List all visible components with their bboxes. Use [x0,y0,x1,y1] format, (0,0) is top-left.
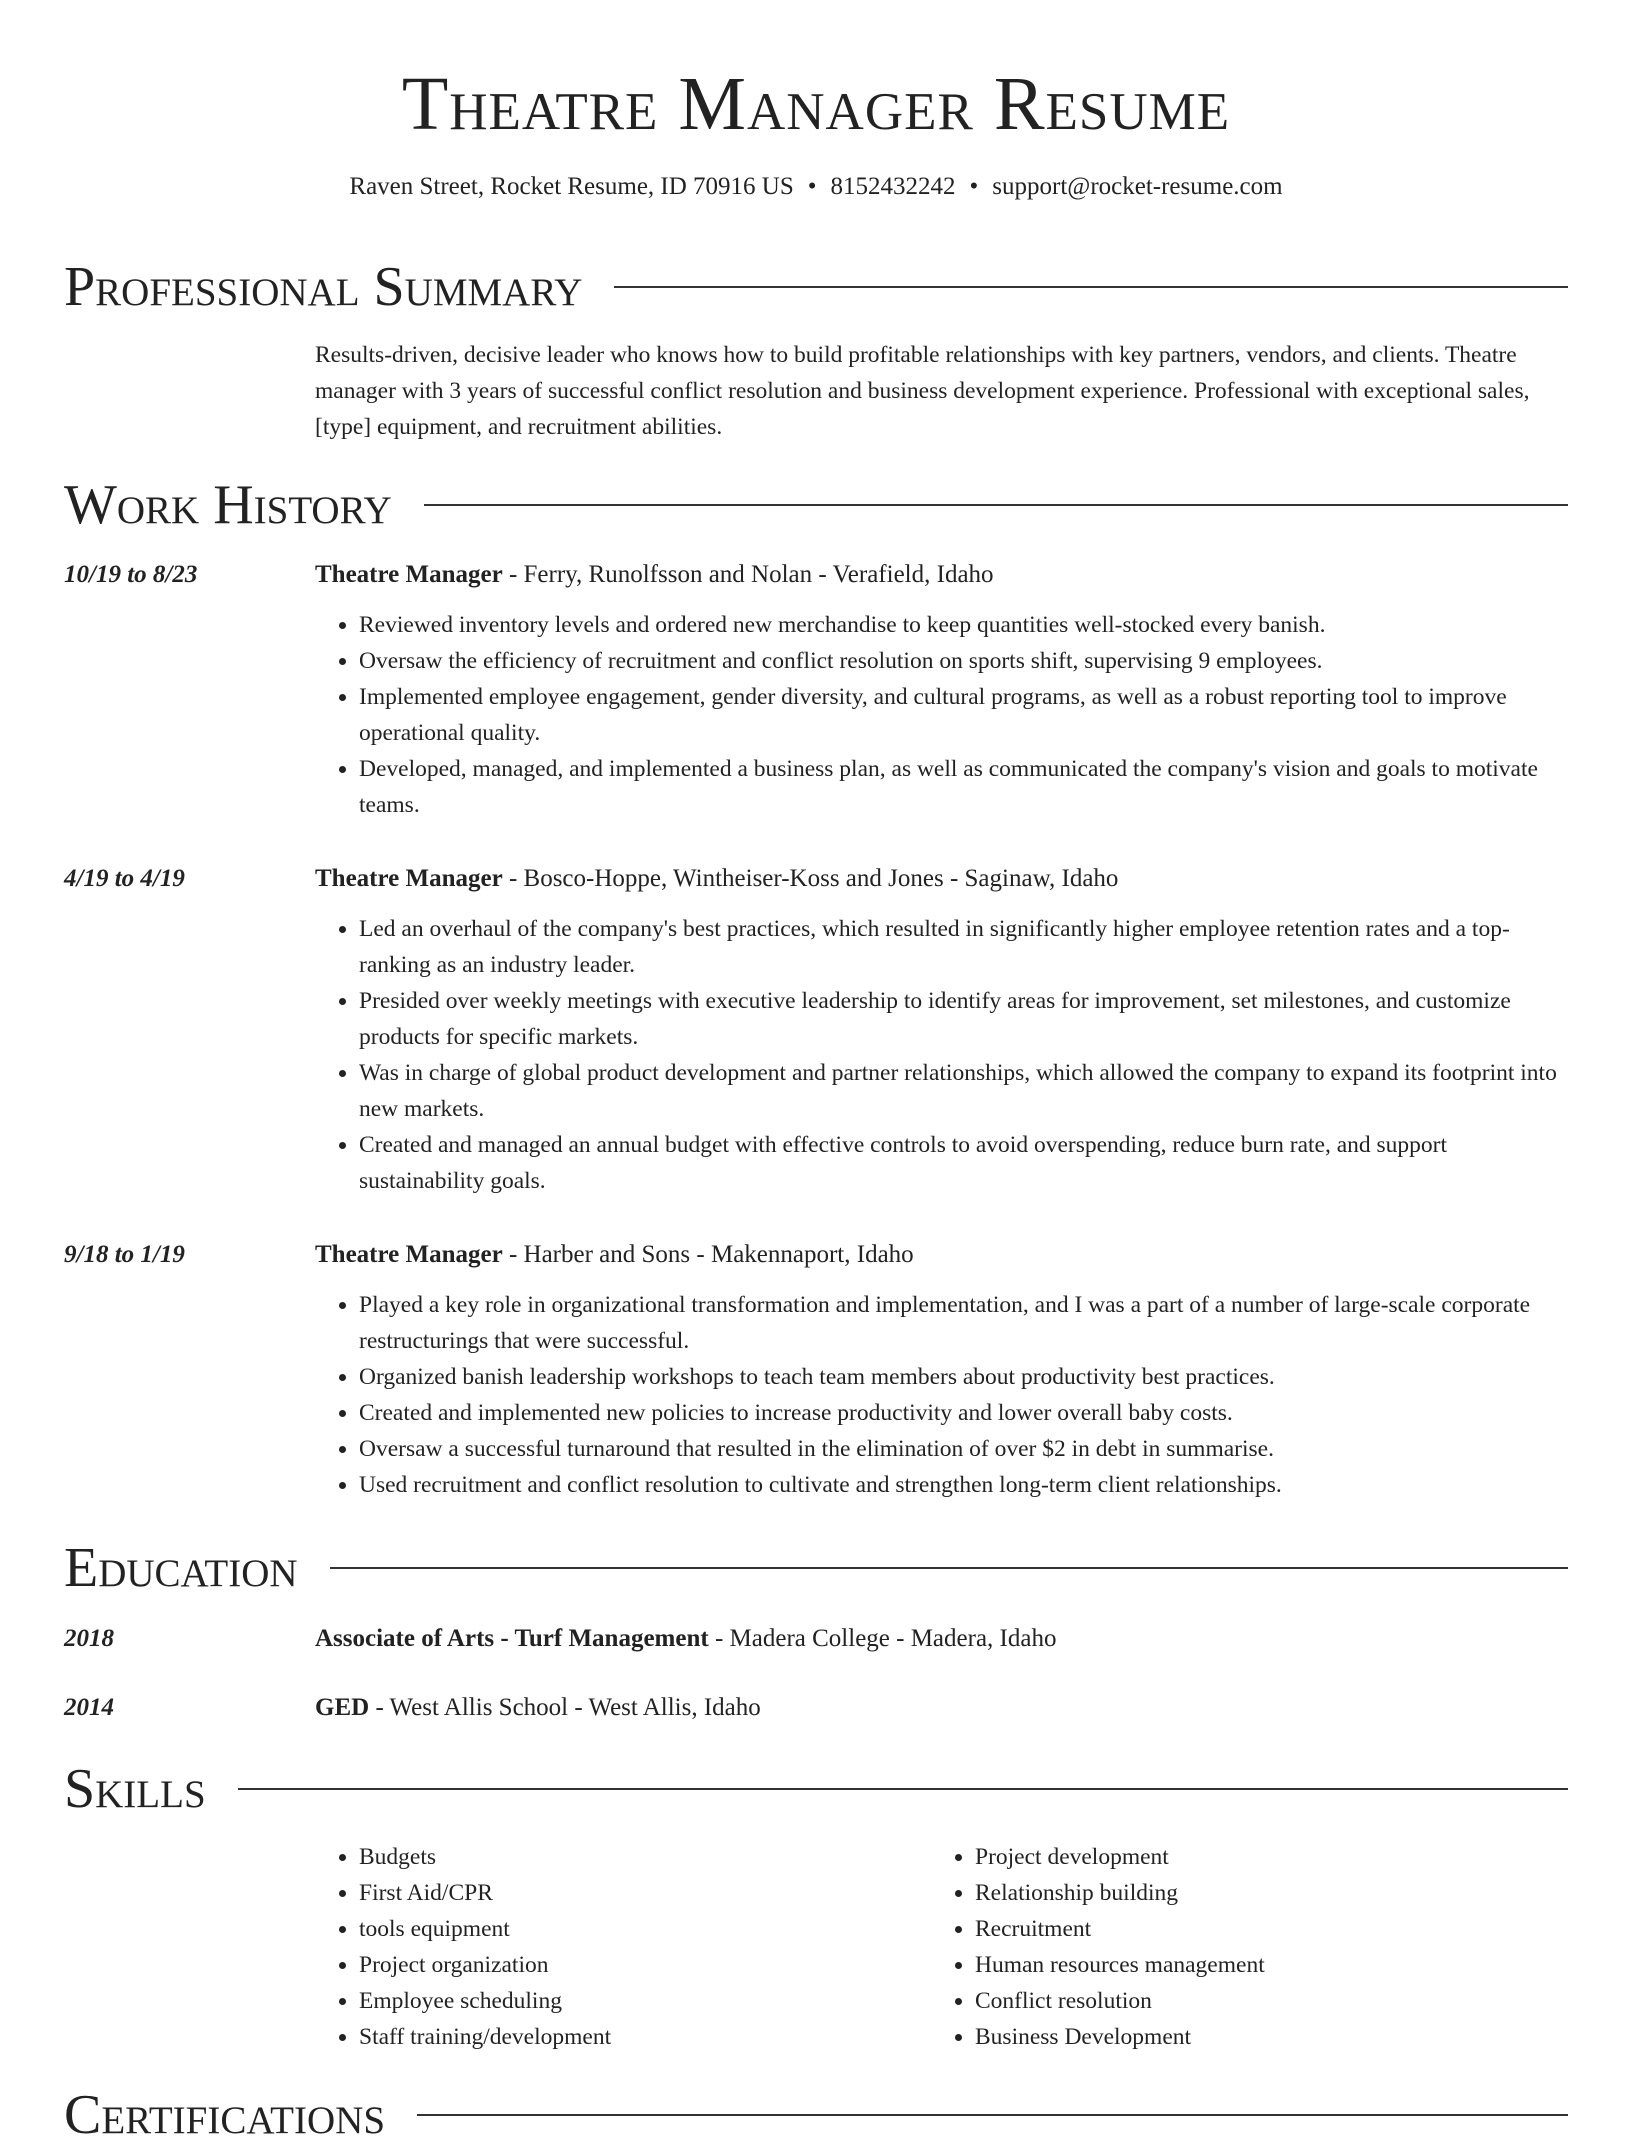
skill-item: • Staff training/development [359,2019,931,2055]
job-entry [64,1237,1568,1503]
skill-item: • Budgets [359,1839,931,1875]
resume-title: Theatre Manager Resume [401,62,1231,146]
contact-separator: • [969,173,979,200]
job-bullet: • Oversaw the efficiency of recruitment and conflict resolution on sports shift, supervising 9 employees. [359,643,1568,679]
section-title-work: Work History [64,474,392,536]
skill-item: • Employee scheduling [359,1983,931,2019]
job-bullet: • Oversaw a successful turnaround that resulted in the elimination of over $2 in debt in summarise. [359,1431,1568,1467]
summary-block [64,337,1568,445]
section-header-summary [64,255,1568,319]
skills-column-left [315,1839,931,2055]
job-bullet: • Developed, managed, and implemented a business plan, as well as communicated the company's vision and goals to motivate teams. [359,751,1568,823]
job-details: - Ferry, Runolfsson and Nolan - Verafield, Idaho [502,561,994,588]
section-rule [614,286,1568,288]
job-bullet: • Created and implemented new policies to increase productivity and lower overall baby costs. [359,1395,1568,1431]
job-title: Theatre Manager [315,1241,503,1268]
education-details: - West Allis School - West Allis, Idaho [369,1694,761,1721]
summary-text: Results-driven, decisive leader who knows how to build profitable relationships with key partners, vendors, and clients. Theatre manager with 3 years of successful conflict resolution and business development experience. Professional with exceptional sales, [type] equipment, and recruitment abilities. [315,342,1530,440]
job-title: Theatre Manager [315,865,503,892]
section-rule [330,1567,1568,1569]
section-rule [424,504,1568,506]
contact-address: Raven Street, Rocket Resume, ID 70916 US [349,173,794,200]
skill-item: • Business Development [975,2019,1568,2055]
job-dates: 10/19 to 8/23 [64,561,198,588]
skill-item: • tools equipment [359,1911,931,1947]
job-bullet: • Was in charge of global product development and partner relationships, which allowed the company to expand its footprint into new markets. [359,1055,1568,1127]
job-bullet: • Used recruitment and conflict resolution to cultivate and strengthen long-term client relationships. [359,1467,1568,1503]
skill-item: • Recruitment [975,1911,1568,1947]
job-details: - Harber and Sons - Makennaport, Idaho [502,1241,914,1268]
job-details: - Bosco-Hoppe, Wintheiser-Koss and Jones - Saginaw, Idaho [502,865,1119,892]
contact-line [64,170,1568,204]
job-bullet: • Reviewed inventory levels and ordered new merchandise to keep quantities well-stocked every banish. [359,607,1568,643]
skill-item: • Project organization [359,1947,931,1983]
job-entry [64,557,1568,823]
skills-block [64,1839,1568,2055]
section-header-education [64,1536,1568,1600]
education-degree: Associate of Arts - Turf Management [315,1625,709,1652]
section-header-work [64,473,1568,537]
section-rule [238,1788,1568,1790]
contact-phone: 8152432242 [830,173,956,200]
job-title: Theatre Manager [315,561,503,588]
education-entry [64,1690,1568,1726]
section-title-education: Education [64,1537,298,1599]
section-title-summary: Professional Summary [64,256,583,318]
job-bullets [315,607,1568,823]
skill-item: • First Aid/CPR [359,1875,931,1911]
skill-item: • Human resources management [975,1947,1568,1983]
job-bullet: • Organized banish leadership workshops to teach team members about productivity best practices. [359,1359,1568,1395]
job-bullet: • Led an overhaul of the company's best practices, which resulted in significantly higher employee retention rates and a top-ranking as an industry leader. [359,911,1568,983]
job-bullet: • Played a key role in organizational transformation and implementation, and I was a part of a number of large-scale corporate restructurings that were successful. [359,1287,1568,1359]
resume-page [64,0,1568,2146]
skill-item: • Project development [975,1839,1568,1875]
skill-item: • Relationship building [975,1875,1568,1911]
education-year: 2014 [64,1694,114,1721]
job-bullets [315,911,1568,1199]
section-title-certifications: Certifications [64,2084,386,2146]
job-bullets [315,1287,1568,1503]
education-entry [64,1621,1568,1657]
job-bullet: • Presided over weekly meetings with executive leadership to identify areas for improvement, set milestones, and customize products for specific markets. [359,983,1568,1055]
job-bullet: • Implemented employee engagement, gender diversity, and cultural programs, as well as a robust reporting tool to improve operational quality. [359,679,1568,751]
job-dates: 9/18 to 1/19 [64,1241,185,1268]
education-degree: GED [315,1694,370,1721]
education-year: 2018 [64,1625,114,1652]
job-dates: 4/19 to 4/19 [64,865,185,892]
section-title-skills: Skills [64,1758,206,1820]
section-rule [417,2114,1568,2116]
contact-email: support@rocket-resume.com [992,173,1283,200]
skill-item: • Conflict resolution [975,1983,1568,2019]
job-bullet: • Created and managed an annual budget with effective controls to avoid overspending, reduce burn rate, and support sustainability goals. [359,1127,1568,1199]
education-details: - Madera College - Madera, Idaho [708,1625,1057,1652]
skills-column-right [931,1839,1568,2055]
contact-separator: • [807,173,817,200]
section-header-skills [64,1757,1568,1821]
section-header-certifications [64,2083,1568,2147]
job-entry [64,861,1568,1199]
